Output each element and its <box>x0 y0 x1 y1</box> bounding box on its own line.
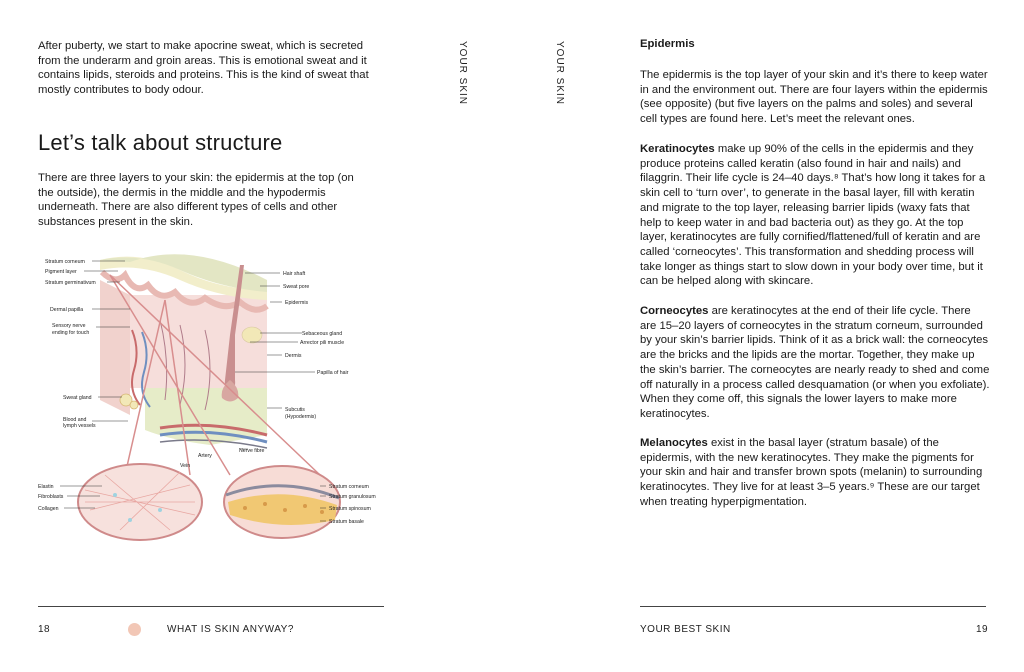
page-number-right: 19 <box>976 624 989 635</box>
term-corneocytes: Corneocytes <box>640 305 709 317</box>
keratinocytes-paragraph <box>640 142 990 289</box>
label-stratum-spinosum: Stratum spinosum <box>329 506 371 512</box>
label-stratum-corneum-left: Stratum corneum <box>45 259 85 265</box>
label-stratum-basale: Stratum basale <box>329 519 364 525</box>
footer-title-right: YOUR BEST SKIN <box>640 624 731 635</box>
label-blood-vessels: Blood and <box>63 417 87 423</box>
right-page <box>512 0 1024 672</box>
label-pigment-layer: Pigment layer <box>45 269 77 275</box>
label-fibroblasts: Fibroblasts <box>38 494 64 500</box>
label-dermal-papilla: Dermal papilla <box>50 307 84 313</box>
corneocytes-paragraph <box>640 304 990 422</box>
label-blood-vessels-2: lymph vessels <box>63 423 96 429</box>
side-tab-right: YOUR SKIN <box>554 41 565 106</box>
corneocytes-text: are keratinocytes at the end of their life cycle. There are 15–20 layers of corneocytes in the stratum corneum, surrounded by your skin’s barrier lipids. Think of it as a brick wall: the corneocytes are the bricks and the lipids are the mortar. Together, they make up the skin’s barrier. The corneocytes are nearly ready to shed and come off naturally in a process called desquamation (or when you exfoliate). When they come off, this signals the lower layers to make more keratinocytes. <box>640 305 990 420</box>
label-stratum-granulosum: Stratum granulosum <box>329 494 376 500</box>
term-melanocytes: Melanocytes <box>640 437 708 449</box>
accent-dot <box>128 623 141 636</box>
epidermis-paragraph: The epidermis is the top layer of your skin and it’s there to keep water in and the environment out. There are four layers within the epidermis (see opposite) (but five layers on the palms and soles) and several cell types are found here. Let’s meet the relevant ones. <box>640 69 988 126</box>
label-elastin: Elastin <box>38 484 54 490</box>
footer-rule-left <box>38 606 384 607</box>
epidermis-subheading: Epidermis <box>640 38 695 50</box>
label-vein: Vein <box>180 463 191 469</box>
melanocytes-text: exist in the basal layer (stratum basale) of the epidermis, with the new keratinocytes. They make the pigments for your skin and hair and transfer brown spots (melanin) to surrounding keratinocytes. They live for at least 3–5 years.⁹ These are our target when treating hyperpigmentation. <box>640 437 983 508</box>
intro-paragraph: After puberty, we start to make apocrine sweat, which is secreted from the underarm and groin areas. This is emotional sweat and it contains lipids, steroids and proteins. This is the kind of sweat that mostly contributes to body odour. <box>38 40 369 97</box>
skin-structure-diagram <box>30 240 400 550</box>
label-dermis: Dermis <box>285 353 302 359</box>
label-subcutis: Subcutis <box>285 407 305 413</box>
page-number-left: 18 <box>38 624 51 635</box>
label-collagen: Collagen <box>38 506 59 512</box>
label-papilla-of-hair: Papilla of hair <box>317 370 349 376</box>
section-heading: Let’s talk about structure <box>38 130 283 155</box>
label-stratum-germinativum: Stratum germinativum <box>45 280 96 286</box>
label-hypodermis: (Hypodermis) <box>285 414 317 420</box>
term-keratinocytes: Keratinocytes <box>640 143 715 155</box>
label-artery: Artery <box>198 453 212 459</box>
footer-title-left: WHAT IS SKIN ANYWAY? <box>167 624 294 635</box>
label-hair-shaft: Hair shaft <box>283 271 306 277</box>
label-sensory-nerve: Sensory nerve <box>52 323 86 329</box>
label-sweat-pore: Sweat pore <box>283 284 310 290</box>
label-sensory-nerve-2: ending for touch <box>52 330 90 336</box>
structure-paragraph: There are three layers to your skin: the epidermis at the top (on the outside), the dermis in the middle and the hypodermis underneath. There are also different types of cells and other substances present in the skin. <box>38 172 354 229</box>
keratinocytes-text: make up 90% of the cells in the epidermis and they produce proteins called keratin (also found in hair and nails) and filaggrin. Their life cycle is 24–40 days.⁸ That’s how long it takes for a skin cell to ‘turn over’, to generate in the basal layer, fill with keratin and migrate to the top layer, releasing barrier lipids (waxy fats that help to keep water in and bad bacteria out) as they go. At the top layer, keratinocytes are fully cornified/flattened/full of keratin and are called ‘corneocytes’. This transformation and shedding process will take longer as things start to slow down in your body over time, but it can be helped along with skincare. <box>640 143 986 288</box>
melanocytes-paragraph <box>640 436 990 510</box>
label-sebaceous-gland: Sebaceous gland <box>302 331 343 337</box>
label-sweat-gland: Sweat gland <box>63 395 92 401</box>
label-epidermis: Epidermis <box>285 300 309 306</box>
label-nerve-fibre: Nerve fibre <box>239 448 265 454</box>
label-stratum-corneum-right: Stratum corneum <box>329 484 369 490</box>
footer-rule-right <box>640 606 986 607</box>
side-tab-left: YOUR SKIN <box>457 41 468 106</box>
label-arrector-pili: Arrector pili muscle <box>300 340 345 346</box>
